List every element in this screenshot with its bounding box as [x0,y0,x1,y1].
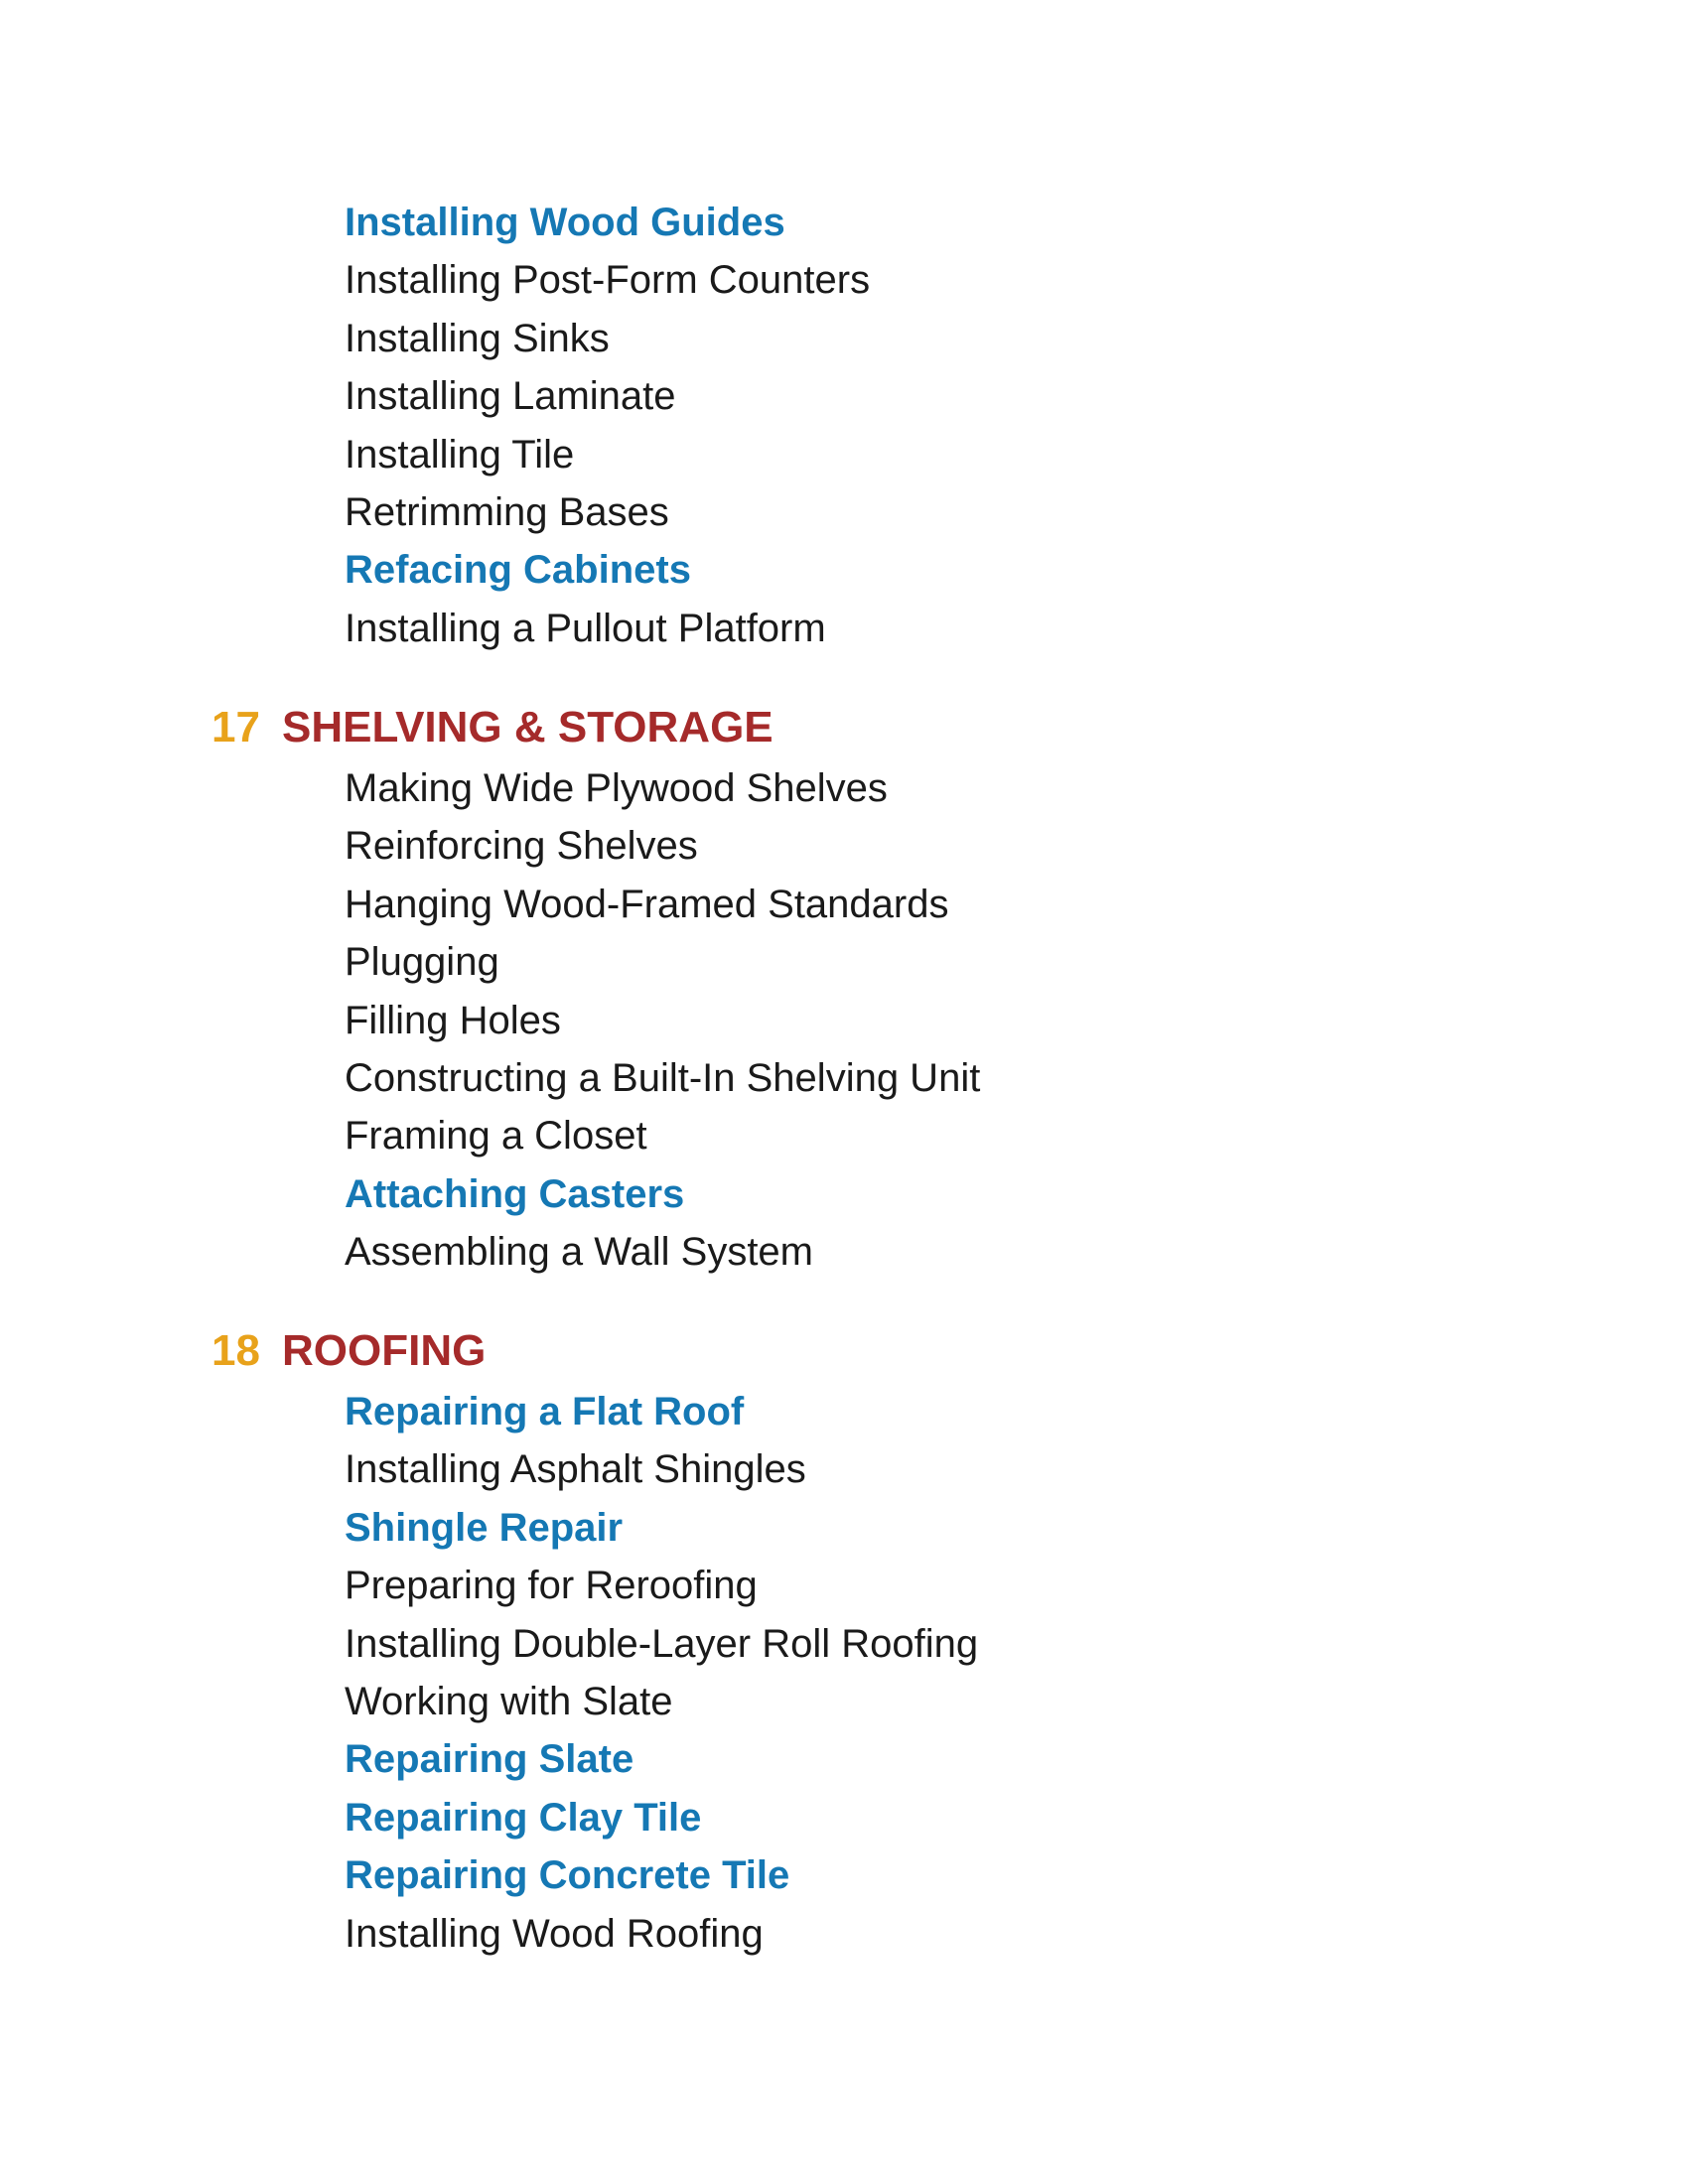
chapter-number: 17 [211,703,260,751]
list-item[interactable] [0,367,1688,425]
list-item-label: Installing Laminate [345,374,676,419]
chapter-title: ROOFING [282,1326,487,1375]
chapter-items [0,759,1688,1282]
list-item-label: Repairing a Flat Roof [345,1390,745,1433]
chapter-items [0,1383,1688,1963]
list-item-label: Installing Double-Layer Roll Roofing [345,1621,979,1666]
list-item-label: Installing a Pullout Platform [345,606,826,650]
chapter-title: SHELVING & STORAGE [282,703,774,751]
list-item[interactable] [0,1049,1688,1107]
list-item-label: Installing Sinks [345,316,610,360]
list-item[interactable] [0,1615,1688,1673]
list-item[interactable] [0,600,1688,657]
list-item[interactable] [0,876,1688,933]
list-item[interactable] [0,759,1688,817]
list-item[interactable] [0,1107,1688,1164]
list-item[interactable] [0,1499,1688,1557]
list-item[interactable] [0,1165,1688,1223]
list-item-label: Filling Holes [345,998,561,1042]
list-item[interactable] [0,1383,1688,1440]
list-item-label: Attaching Casters [345,1171,685,1216]
list-item-label: Working with Slate [345,1679,673,1723]
list-item[interactable] [0,1730,1688,1788]
list-item-label: Installing Post-Form Counters [345,258,871,303]
chapter-heading[interactable] [0,696,1688,759]
list-item[interactable] [0,1673,1688,1730]
list-item[interactable] [0,992,1688,1049]
list-item-label: Shingle Repair [345,1505,624,1550]
list-item-label: Installing Wood Roofing [345,1911,764,1956]
list-item[interactable] [0,1223,1688,1281]
list-item[interactable] [0,194,1688,251]
list-item-label: Assembling a Wall System [345,1230,813,1275]
list-item[interactable] [0,426,1688,483]
list-item-label: Making Wide Plywood Shelves [345,766,888,810]
list-item-label: Installing Wood Guides [345,201,785,244]
intro-list [0,194,1688,657]
list-item-label: Framing a Closet [345,1114,647,1159]
list-item-label: Preparing for Reroofing [345,1564,758,1608]
list-item[interactable] [0,1846,1688,1904]
chapter-17 [0,696,1688,1282]
list-item-label: Hanging Wood-Framed Standards [345,882,949,926]
list-item[interactable] [0,1557,1688,1614]
list-item[interactable] [0,1905,1688,1963]
chapter-18 [0,1319,1688,1963]
chapter-heading[interactable] [0,1319,1688,1383]
chapter-number: 18 [211,1326,260,1375]
list-item-label: Installing Tile [345,432,575,477]
list-item-label: Retrimming Bases [345,489,669,534]
list-item-label: Repairing Clay Tile [345,1795,702,1840]
list-item[interactable] [0,1440,1688,1498]
list-item[interactable] [0,251,1688,309]
list-item-label: Refacing Cabinets [345,548,691,593]
list-item-label: Plugging [345,940,499,985]
list-item-label: Constructing a Built-In Shelving Unit [345,1055,981,1100]
list-item[interactable] [0,483,1688,541]
list-item[interactable] [0,541,1688,599]
list-item-label: Reinforcing Shelves [345,824,698,869]
list-item[interactable] [0,933,1688,991]
list-item-label: Installing Asphalt Shingles [345,1447,806,1492]
list-item[interactable] [0,1789,1688,1846]
list-item[interactable] [0,310,1688,367]
list-item-label: Repairing Slate [345,1737,634,1782]
list-item[interactable] [0,817,1688,875]
list-item-label: Repairing Concrete Tile [345,1853,790,1898]
